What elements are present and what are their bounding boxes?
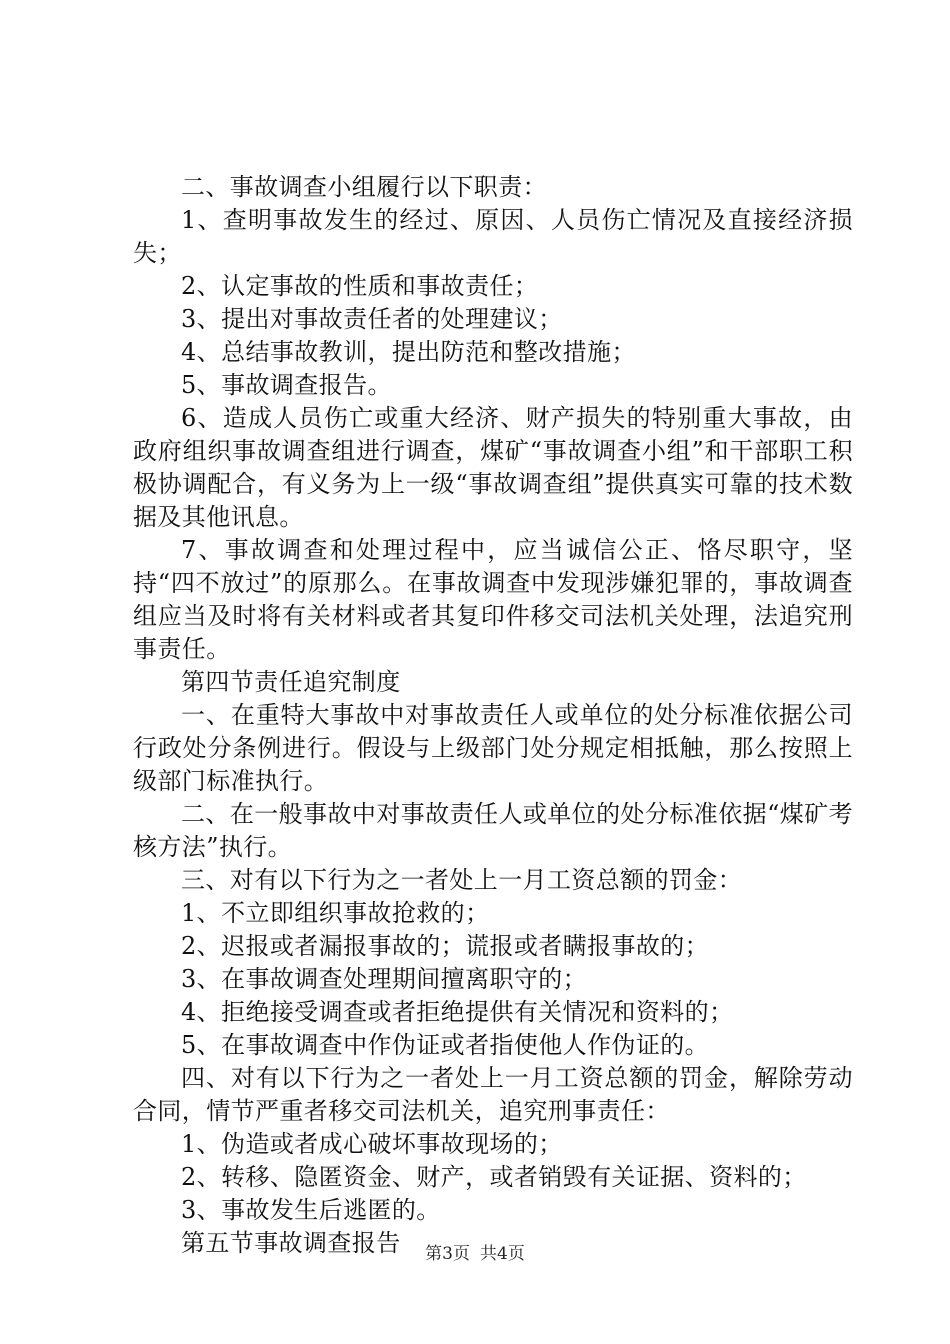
paragraph-item-4: 4、总结事故教训，提出防范和整改措施； (181, 338, 636, 366)
paragraph-rule-1: 一、在重特大事故中对事故责任人或单位的处分标准依据公司行政处分条例进行。假设与上级部门处分规定相抵触，那么按照上级部门标准执行。 (133, 701, 853, 795)
page-number: 第3页 (425, 1244, 470, 1264)
document-body (133, 171, 853, 1260)
paragraph-rule-3-item-2: 2、迟报或者漏报事故的；谎报或者瞒报事故的； (181, 932, 710, 960)
paragraph-item-3: 3、提出对事故责任者的处理建议； (181, 305, 563, 333)
paragraph-rule-3-item-1: 1、不立即组织事故抢救的； (181, 899, 490, 927)
paragraph-item-6: 6、造成人员伤亡或重大经济、财产损失的特别重大事故，由政府组织事故调查组进行调查，煤矿“事故调查小组”和干部职工积极协调配合，有义务为上一级“事故调查组”提供真实可靠的技术数据及其他讯息。 (133, 404, 853, 531)
paragraph-rule-3-item-4: 4、拒绝接受调查或者拒绝提供有关情况和资料的； (181, 998, 734, 1026)
paragraph-rule-3-item-5: 5、在事故调查中作伪证或者指使他人作伪证的。 (181, 1031, 710, 1059)
paragraph-rule-3: 三、对有以下行为之一者处上一月工资总额的罚金： (181, 866, 743, 894)
paragraph-rule-4-item-3: 3、事故发生后逃匿的。 (181, 1196, 441, 1224)
paragraph-item-1: 1、查明事故发生的经过、原因、人员伤亡情况及直接经济损失； (133, 206, 853, 267)
paragraph-rule-3-item-3: 3、在事故调查处理期间擅离职守的； (181, 965, 588, 993)
paragraph-item-2: 2、认定事故的性质和事故责任； (181, 272, 539, 300)
section-title-4: 第四节责任追究制度 (181, 668, 401, 696)
page-total: 共4页 (480, 1244, 525, 1264)
paragraph-rule-4: 四、对有以下行为之一者处上一月工资总额的罚金，解除劳动合同，情节严重者移交司法机关，追究刑事责任： (133, 1064, 853, 1125)
paragraph-rule-4-item-2: 2、转移、隐匿资金、财产，或者销毁有关证据、资料的； (181, 1163, 807, 1191)
page-footer (0, 1243, 950, 1265)
paragraph-rule-2: 二、在一般事故中对事故责任人或单位的处分标准依据“煤矿考核方法”执行。 (133, 800, 853, 861)
section-title-5: 第五节事故调查报告 (181, 1229, 401, 1257)
paragraph-item-7: 7、事故调查和处理过程中，应当诚信公正、恪尽职守，坚持“四不放过”的原那么。在事故调查中发现涉嫌犯罪的，事故调查组应当及时将有关材料或者其复印件移交司法机关处理，法追究刑事责任。 (133, 536, 853, 663)
paragraph-duties-heading: 二、事故调查小组履行以下职责： (181, 173, 547, 201)
paragraph-rule-4-item-1: 1、伪造或者成心破坏事故现场的； (181, 1130, 563, 1158)
paragraph-item-5: 5、事故调查报告。 (181, 371, 392, 399)
